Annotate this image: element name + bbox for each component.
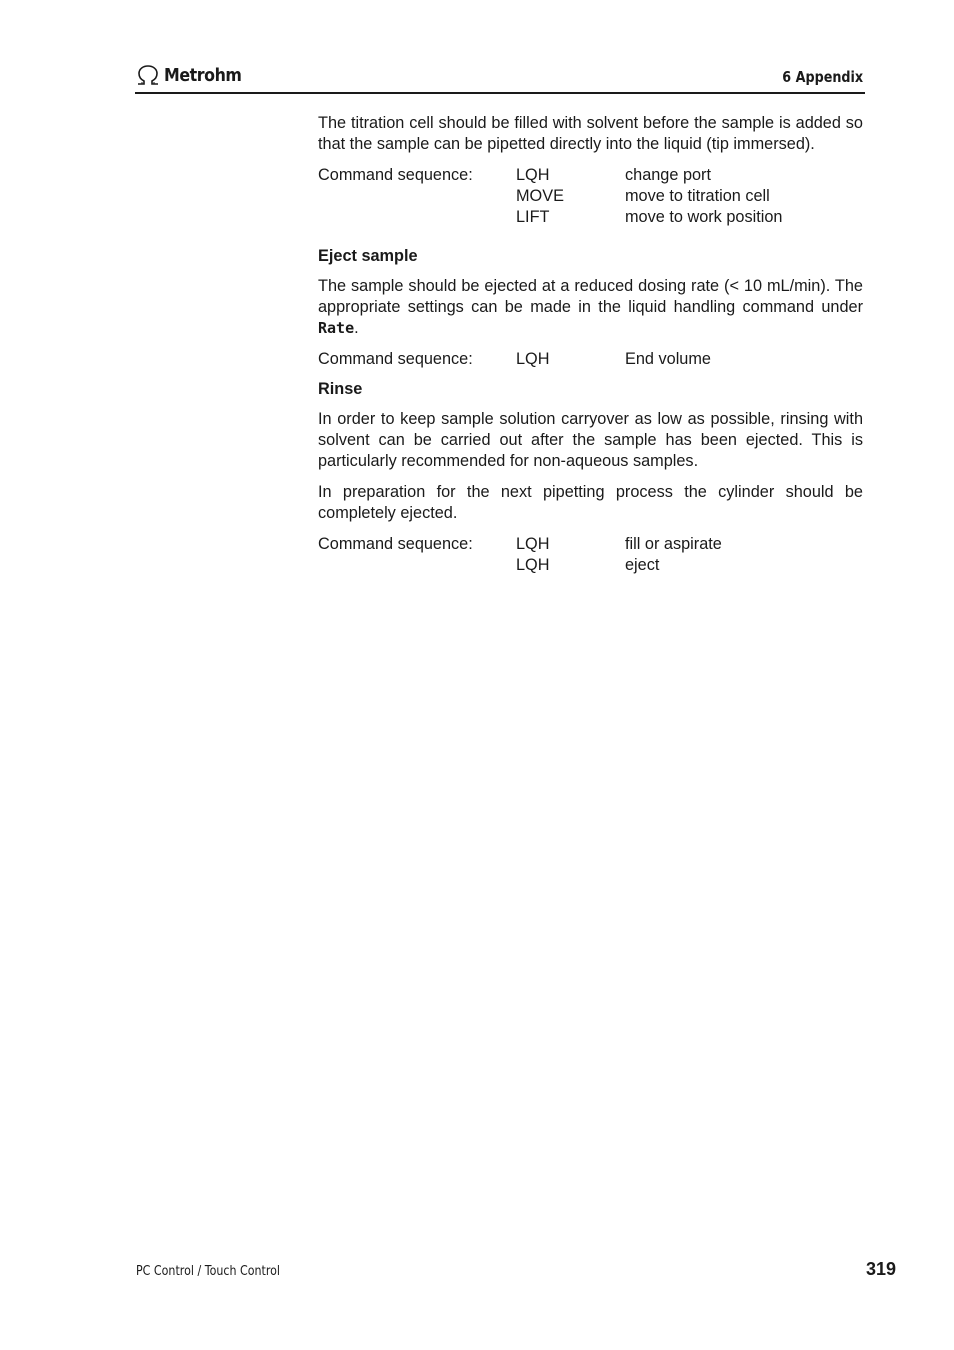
page-number: 319: [865, 1259, 896, 1279]
page-content: [318, 113, 863, 594]
command-name: LQH: [516, 350, 550, 368]
command-sequence-2: [318, 349, 863, 370]
rate-keyword: Rate: [318, 319, 355, 337]
rinse-paragraph-2: In preparation for the next pipetting process the cylinder should be completely ejected.: [318, 483, 863, 522]
command-name: MOVE: [516, 187, 564, 205]
command-description: move to work position: [625, 208, 783, 226]
command-name: LQH: [516, 166, 550, 184]
command-name: LQH: [516, 556, 550, 574]
intro-paragraph: The titration cell should be filled with solvent before the sample is added so that the sample can be pipetted directly into the liquid (tip immersed).: [318, 114, 863, 153]
command-name: LQH: [516, 535, 550, 553]
command-label: Command sequence:: [318, 166, 473, 184]
command-description: End volume: [625, 350, 711, 368]
brand-name: Metrohm: [164, 64, 242, 86]
eject-sample-heading: Eject sample: [318, 247, 418, 265]
command-label: Command sequence:: [318, 350, 473, 368]
command-description: fill or aspirate: [625, 535, 722, 553]
page-header: [135, 62, 865, 94]
command-name: LIFT: [516, 208, 550, 226]
command-description: move to titration cell: [625, 187, 770, 205]
rinse-heading: Rinse: [318, 380, 363, 398]
footer-product: PC Control / Touch Control: [136, 1263, 281, 1279]
rinse-paragraph-1: In order to keep sample solution carryover as low as possible, rinsing with solvent can be carried out after the sample has been ejected. This is particularly recommended for non-aqueous samples.: [318, 410, 863, 470]
brand-logo: [135, 64, 252, 86]
section-title: 6 Appendix: [782, 68, 863, 86]
eject-text: The sample should be ejected at a reduced dosing rate (< 10 mL/min). The appropriate settings can be made in the liquid handling command under: [318, 277, 863, 316]
omega-logo-icon: [135, 64, 161, 86]
command-label: Command sequence:: [318, 535, 473, 553]
command-sequence-3: [318, 534, 863, 576]
command-description: eject: [625, 556, 660, 574]
command-sequence-1: [318, 165, 863, 228]
eject-text-end: .: [354, 319, 359, 337]
command-description: change port: [625, 166, 711, 184]
eject-sample-paragraph: [318, 276, 863, 339]
